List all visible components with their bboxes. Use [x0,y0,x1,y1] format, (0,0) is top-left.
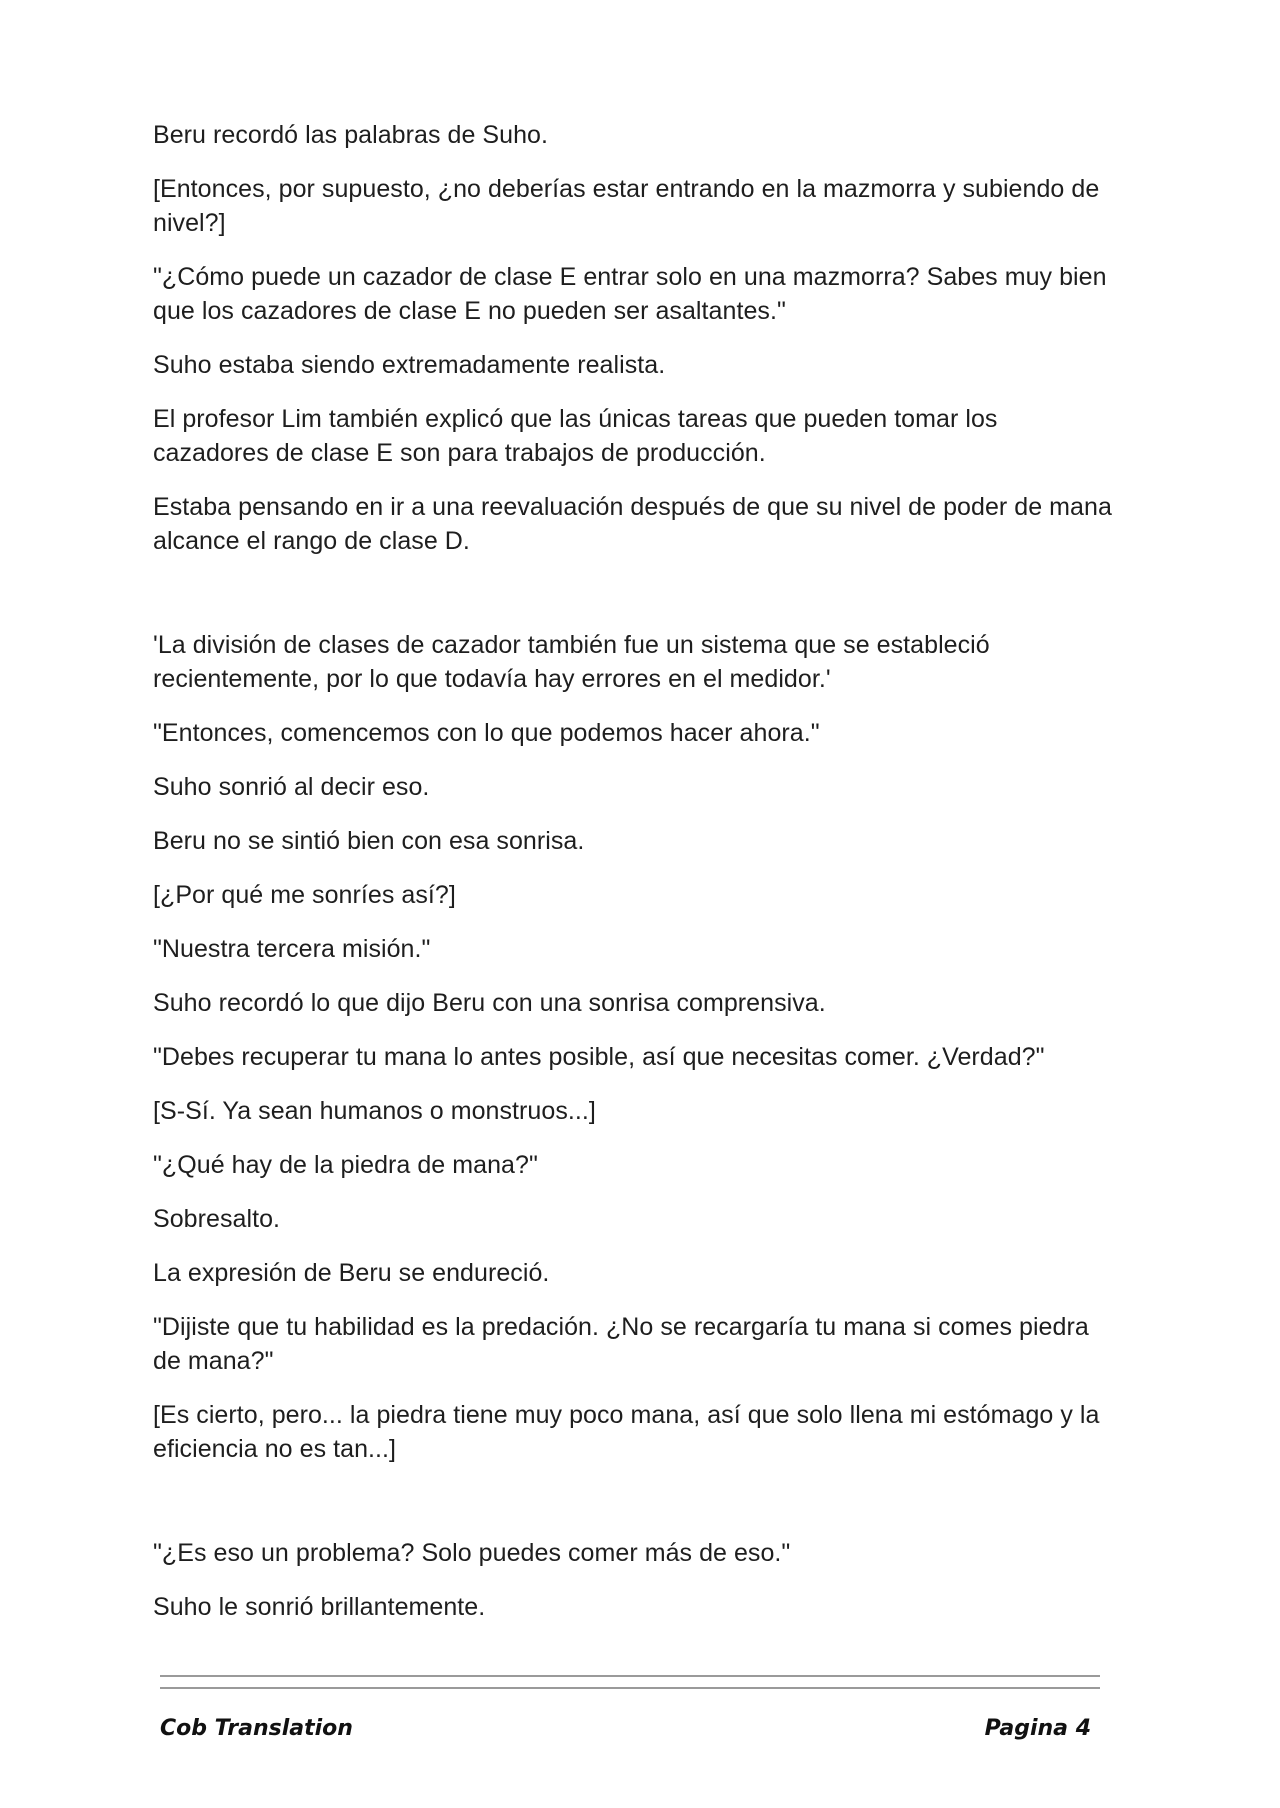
page-number: Pagina 4 [984,1716,1091,1741]
page-body [153,118,1113,1644]
paragraph: "Dijiste que tu habilidad es la predación. ¿No se recargaría tu mana si comes piedra de mana?" [153,1313,1089,1375]
footer-credit: Cob Translation [160,1716,353,1741]
footer-divider-top [160,1675,1100,1677]
paragraph: Beru recordó las palabras de Suho. [153,121,548,149]
paragraph: Estaba pensando en ir a una reevaluación después de que su nivel de poder de mana alcance el rango de clase D. [153,493,1112,555]
paragraph: "¿Cómo puede un cazador de clase E entrar solo en una mazmorra? Sabes muy bien que los cazadores de clase E no pueden ser asaltantes." [153,263,1107,325]
paragraph: [S-Sí. Ya sean humanos o monstruos...] [153,1097,596,1125]
paragraph: Suho sonrió al decir eso. [153,773,430,801]
paragraph: "¿Qué hay de la piedra de mana?" [153,1151,538,1179]
paragraph: El profesor Lim también explicó que las únicas tareas que pueden tomar los cazadores de clase E son para trabajos de producción. [153,405,998,467]
paragraph: 'La división de clases de cazador también fue un sistema que se estableció recientemente, por lo que todavía hay errores en el medidor.' [153,631,990,693]
paragraph: [Entonces, por supuesto, ¿no deberías estar entrando en la mazmorra y subiendo de nivel?] [153,175,1100,237]
paragraph: "Debes recuperar tu mana lo antes posible, así que necesitas comer. ¿Verdad?" [153,1043,1045,1071]
paragraph: [Es cierto, pero... la piedra tiene muy poco mana, así que solo llena mi estómago y la eficiencia no es tan...] [153,1401,1100,1463]
paragraph: "Nuestra tercera misión." [153,935,431,963]
paragraph: La expresión de Beru se endureció. [153,1259,550,1287]
paragraph: "¿Es eso un problema? Solo puedes comer más de eso." [153,1539,791,1567]
paragraph: Suho recordó lo que dijo Beru con una sonrisa comprensiva. [153,989,826,1017]
paragraph: Suho le sonrió brillantemente. [153,1593,486,1621]
footer-divider-bottom [160,1687,1100,1689]
paragraph: Suho estaba siendo extremadamente realista. [153,351,666,379]
paragraph: Sobresalto. [153,1205,281,1233]
paragraph: [¿Por qué me sonríes así?] [153,881,456,909]
paragraph: Beru no se sintió bien con esa sonrisa. [153,827,585,855]
paragraph: "Entonces, comencemos con lo que podemos hacer ahora." [153,719,820,747]
